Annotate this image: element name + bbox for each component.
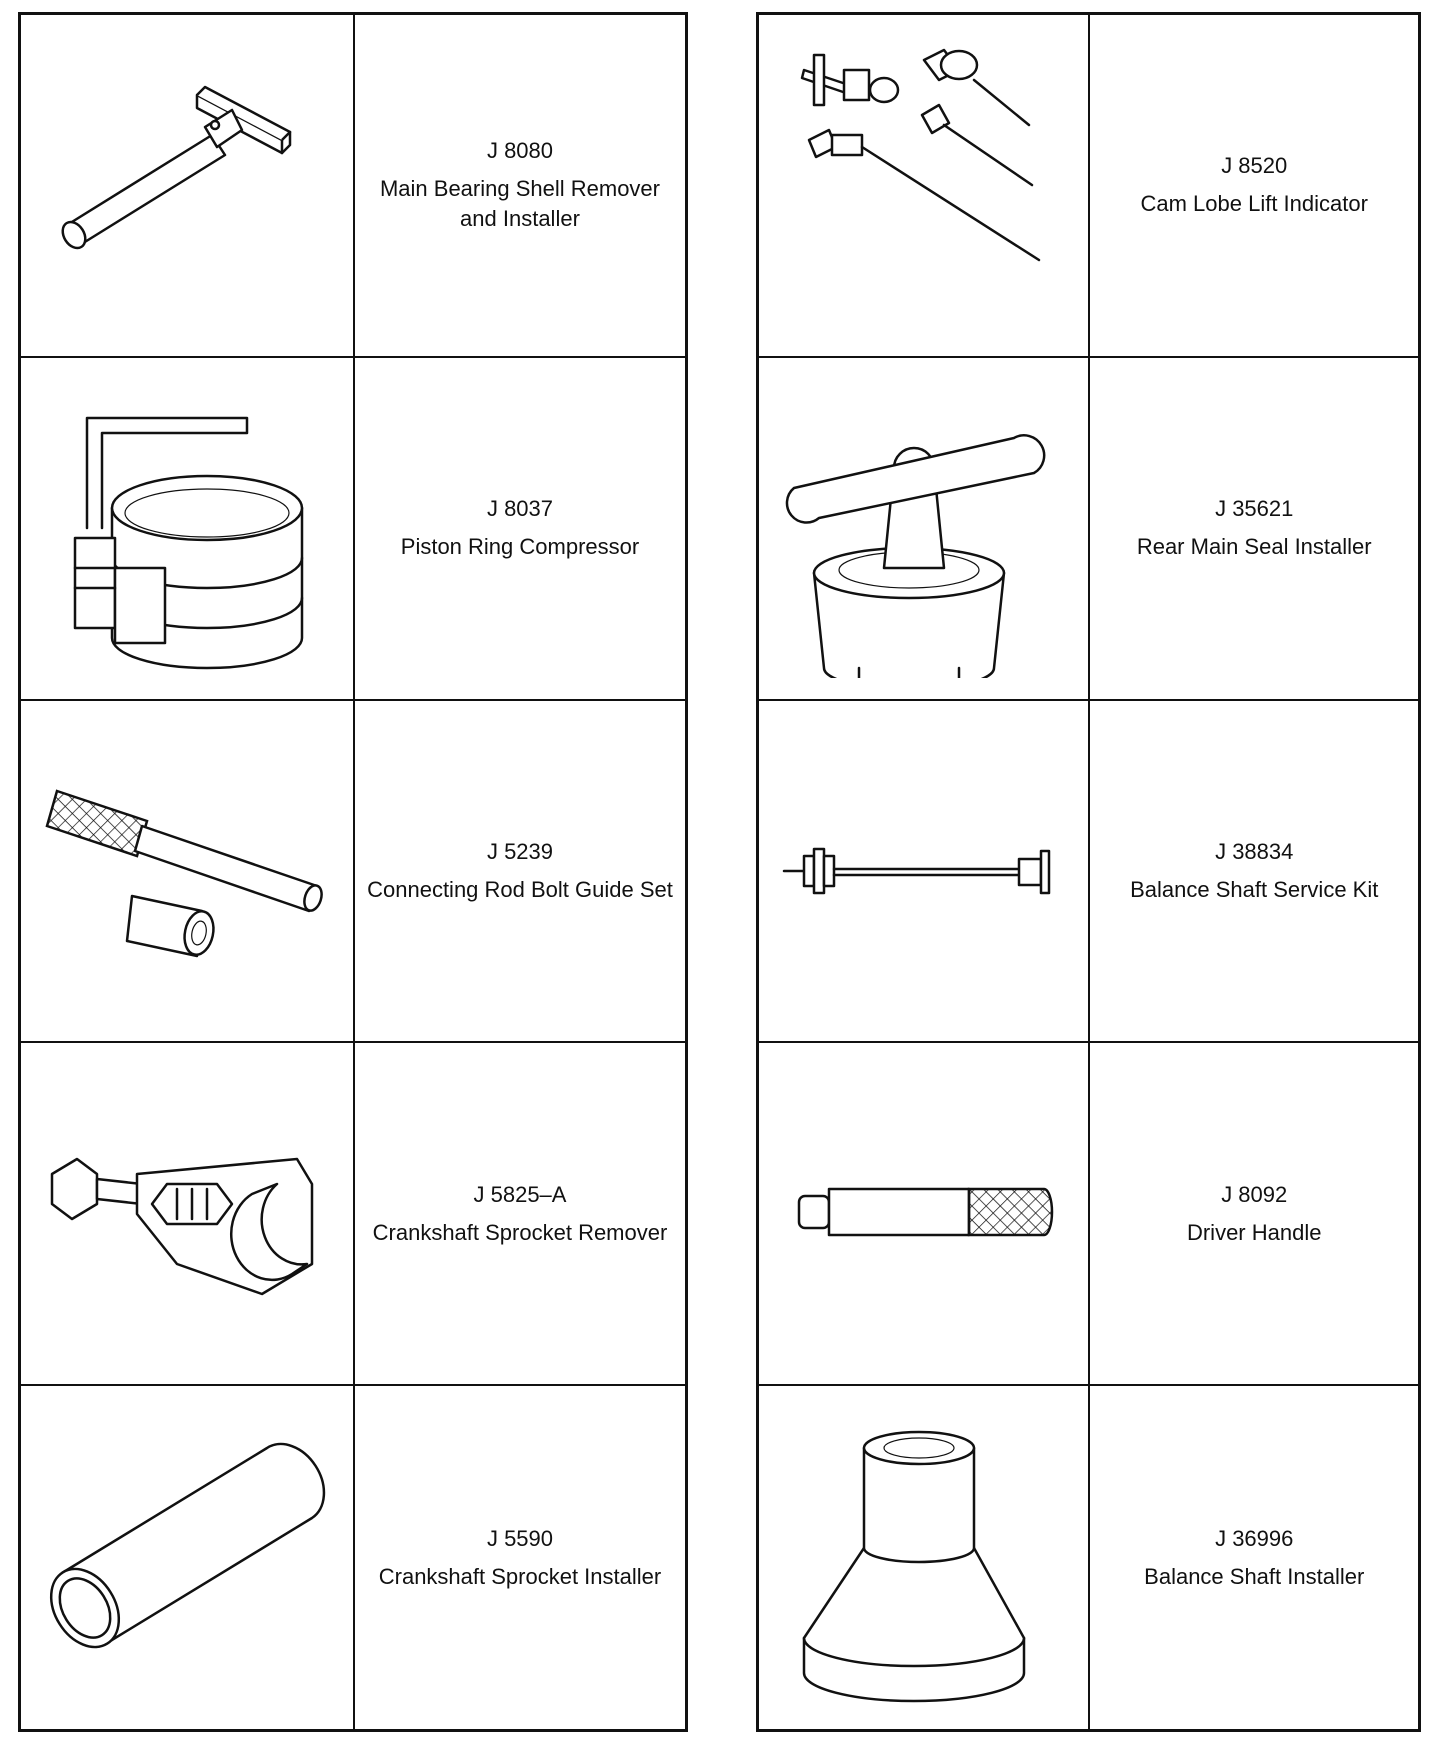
tool-image-cell xyxy=(21,358,355,699)
tool-number: J 38834 xyxy=(1215,838,1294,864)
tool-description: Rear Main Seal Installer xyxy=(1136,534,1372,560)
balance-shaft-installer-icon xyxy=(774,1408,1074,1708)
tool-row xyxy=(21,1386,685,1729)
tool-text-cell xyxy=(355,701,685,1042)
tool-text-cell xyxy=(355,358,685,699)
cam-lift-indicator-icon xyxy=(774,35,1074,335)
tool-description: Driver Handle xyxy=(1186,1219,1322,1245)
tool-number: J 8520 xyxy=(1221,153,1288,179)
ring-compressor-icon xyxy=(37,378,337,678)
tool-row xyxy=(759,1386,1418,1729)
tool-row xyxy=(21,358,685,701)
tool-text-cell xyxy=(355,1386,685,1729)
tool-number: J 36996 xyxy=(1215,1525,1294,1551)
tool-row xyxy=(759,358,1418,701)
tool-description: Crankshaft Sprocket Remover xyxy=(372,1219,668,1245)
tool-description: Piston Ring Compressor xyxy=(400,534,640,560)
tool-image-cell xyxy=(759,1043,1090,1384)
tool-image-cell xyxy=(21,1043,355,1384)
tool-row xyxy=(759,15,1418,358)
t-handle-remover-icon xyxy=(37,35,337,335)
tool-description: Balance Shaft Installer xyxy=(1144,1563,1365,1589)
sprocket-installer-icon xyxy=(37,1408,337,1708)
tool-number: J 5825–A xyxy=(473,1181,567,1207)
tool-description: Cam Lobe Lift Indicator xyxy=(1140,191,1368,217)
balance-shaft-kit-icon xyxy=(774,721,1074,1021)
bolt-guide-icon xyxy=(37,721,337,1021)
tool-description: Balance Shaft Service Kit xyxy=(1130,876,1379,902)
seal-installer-icon xyxy=(774,378,1074,678)
tool-image-cell xyxy=(21,1386,355,1729)
tool-number: J 8080 xyxy=(486,138,554,164)
tool-image-cell xyxy=(759,15,1090,356)
tool-image-cell xyxy=(759,358,1090,699)
tool-image-cell xyxy=(21,15,355,356)
tool-text-cell xyxy=(1090,15,1418,356)
tool-table-left xyxy=(18,12,688,1732)
tool-description: Crankshaft Sprocket Installer xyxy=(378,1563,662,1589)
driver-handle-icon xyxy=(774,1064,1074,1364)
tool-row xyxy=(21,1043,685,1386)
tool-number: J 5239 xyxy=(486,838,554,864)
tool-text-cell xyxy=(1090,1043,1418,1384)
tool-number: J 8037 xyxy=(486,496,554,522)
tool-number: J 35621 xyxy=(1215,496,1294,522)
tool-row xyxy=(21,701,685,1044)
tool-text-cell xyxy=(1090,358,1418,699)
tool-text-cell xyxy=(355,1043,685,1384)
tool-text-cell xyxy=(355,15,685,356)
tool-number: J 8092 xyxy=(1221,1181,1288,1207)
tool-image-cell xyxy=(21,701,355,1042)
sprocket-remover-icon xyxy=(37,1064,337,1364)
tool-number: J 5590 xyxy=(486,1525,554,1551)
tool-text-cell xyxy=(1090,1386,1418,1729)
tool-row xyxy=(759,701,1418,1044)
tool-table-right xyxy=(756,12,1421,1732)
tool-row xyxy=(759,1043,1418,1386)
tool-description: Connecting Rod Bolt Guide Set xyxy=(367,876,673,902)
tool-image-cell xyxy=(759,701,1090,1042)
tool-image-cell xyxy=(759,1386,1090,1729)
tool-description: Main Bearing Shell Remover and Installer xyxy=(379,176,660,232)
tool-row xyxy=(21,15,685,358)
tool-text-cell xyxy=(1090,701,1418,1042)
